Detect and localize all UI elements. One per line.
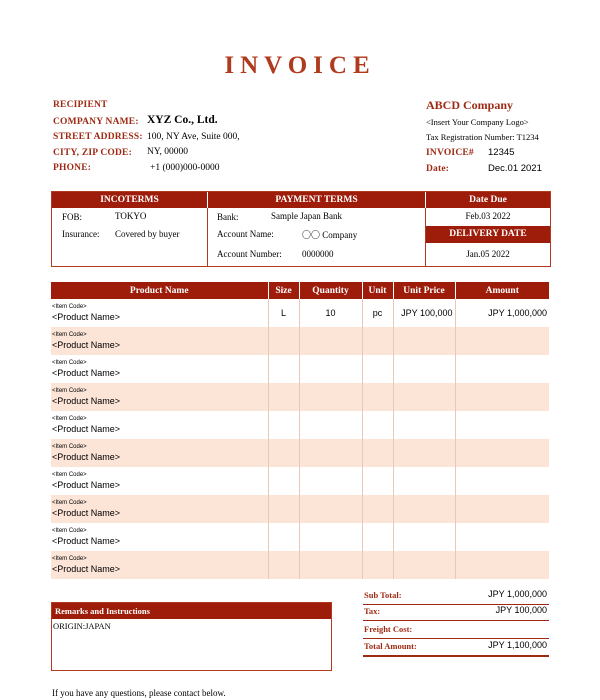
bank-label: Bank: [217,212,239,222]
tax-label: Tax: [364,606,381,616]
quantity-cell [299,551,362,579]
unit-price-cell [393,467,455,495]
header-size: Size [268,282,299,299]
remarks-header: Remarks and Instructions [52,603,331,619]
size-cell [268,355,299,383]
fob-label: FOB: [62,212,83,222]
quantity-cell [299,355,362,383]
quantity-cell [299,327,362,355]
freight-row [363,622,549,639]
product-name: <Product Name> [52,452,121,462]
product-name: <Product Name> [52,480,121,490]
quantity-cell [299,495,362,523]
total-value: JPY 1,100,000 [488,640,547,650]
unit-cell [362,383,393,411]
company-logo-placeholder: <Insert Your Company Logo> [426,117,529,127]
item-code: <Item Code> [52,556,87,562]
item-code: <Item Code> [52,500,87,506]
freight-label: Freight Cost: [364,624,413,634]
date-due-header: Date Due [426,192,550,208]
amount-cell [455,495,549,523]
item-code: <Item Code> [52,332,87,338]
unit-cell [362,327,393,355]
table-header-row [51,282,549,299]
unit-cell [362,355,393,383]
item-code: <Item Code> [52,360,87,366]
account-name-value: 〇〇 Company [302,230,358,240]
company-name-value: XYZ Co., Ltd. [147,114,218,126]
product-name: <Product Name> [52,536,121,546]
product-cell [51,299,268,327]
table-row [51,299,549,327]
subtotal-row [363,588,549,605]
product-cell [51,467,268,495]
insurance-value: Covered by buyer [115,229,180,239]
tax-row [363,604,549,621]
product-cell [51,327,268,355]
header-unit: Unit [362,282,393,299]
account-name-label: Account Name: [217,229,274,239]
size-cell [268,327,299,355]
terms-divider [207,208,208,266]
insurance-label: Insurance: [62,229,100,239]
product-name: <Product Name> [52,508,121,518]
street-address-label: STREET ADDRESS: [53,132,143,142]
item-code: <Item Code> [52,388,87,394]
unit-cell [362,551,393,579]
table-row [51,523,549,551]
total-row [363,639,549,657]
quantity-cell: 10 [299,299,362,327]
table-row [51,411,549,439]
unit-price-cell [393,551,455,579]
product-name: <Product Name> [52,564,121,574]
item-code: <Item Code> [52,444,87,450]
table-row [51,551,549,579]
amount-cell [455,551,549,579]
header-unit-price: Unit Price [393,282,455,299]
bank-value: Sample Japan Bank [271,211,342,221]
unit-cell [362,467,393,495]
unit-cell: pc [362,299,393,327]
tax-registration: Tax Registration Number: T1234 [426,132,539,142]
product-cell [51,383,268,411]
amount-cell [455,523,549,551]
product-cell [51,411,268,439]
size-cell [268,467,299,495]
table-row [51,495,549,523]
items-table [51,282,549,579]
size-cell [268,383,299,411]
table-row [51,439,549,467]
product-name: <Product Name> [52,312,121,322]
size-cell: L [268,299,299,327]
tax-value: JPY 100,000 [495,605,547,615]
unit-price-cell [393,495,455,523]
amount-cell [455,355,549,383]
amount-cell [455,411,549,439]
size-cell [268,439,299,467]
unit-price-cell: JPY 100,000 [393,299,455,327]
item-code: <Item Code> [52,528,87,534]
amount-cell [455,327,549,355]
size-cell [268,411,299,439]
size-cell [268,523,299,551]
payment-terms-header: PAYMENT TERMS [208,192,426,208]
product-cell [51,551,268,579]
unit-cell [362,495,393,523]
recipient-heading: RECIPIENT [53,100,108,110]
invoice-number-label: INVOICE# [426,148,474,158]
quantity-cell [299,411,362,439]
subtotal-label: Sub Total: [364,590,402,600]
item-code: <Item Code> [52,472,87,478]
table-row [51,355,549,383]
quantity-cell [299,467,362,495]
delivery-date-header: DELIVERY DATE [426,226,550,243]
unit-cell [362,411,393,439]
unit-price-cell [393,383,455,411]
product-name: <Product Name> [52,424,121,434]
quantity-cell [299,383,362,411]
product-cell [51,355,268,383]
product-name: <Product Name> [52,340,121,350]
unit-price-cell [393,355,455,383]
product-cell [51,439,268,467]
product-name: <Product Name> [52,368,121,378]
item-code: <Item Code> [52,416,87,422]
table-row [51,467,549,495]
date-due-value: Feb.03 2022 [465,211,511,221]
unit-price-cell [393,439,455,467]
product-cell [51,523,268,551]
product-name: <Product Name> [52,396,121,406]
city-zip-value: NY, 00000 [147,147,188,157]
size-cell [268,551,299,579]
header-amount: Amount [455,282,549,299]
quantity-cell [299,439,362,467]
amount-cell [455,467,549,495]
footer-note: If you have any questions, please contact below. [52,688,226,698]
terms-block [51,191,551,267]
sender-company: ABCD Company [426,98,514,112]
total-label: Total Amount: [364,641,417,651]
item-code: <Item Code> [52,304,87,310]
phone-value: +1 (000)000-0000 [150,163,220,173]
quantity-cell [299,523,362,551]
table-row [51,327,549,355]
account-number-label: Account Number: [217,249,282,259]
unit-cell [362,523,393,551]
account-number-value: 0000000 [302,249,334,259]
unit-price-cell [393,327,455,355]
product-cell [51,495,268,523]
delivery-date-value: Jan.05 2022 [466,249,510,259]
unit-price-cell [393,411,455,439]
amount-cell [455,439,549,467]
remarks-box [51,602,332,671]
header-product-name: Product Name [51,282,268,299]
invoice-number-value: 12345 [488,147,515,158]
company-name-label: COMPANY NAME: [53,117,139,127]
fob-value: TOKYO [115,211,147,221]
date-label: Date: [426,164,450,174]
street-address-value: 100, NY Ave, Suite 000, [147,132,240,142]
date-value: Dec.01 2021 [488,163,542,174]
incoterms-header: INCOTERMS [52,192,208,208]
phone-label: PHONE: [53,163,92,173]
header-quantity: Quantity [299,282,362,299]
unit-cell [362,439,393,467]
remarks-text: ORIGIN:JAPAN [53,621,111,631]
subtotal-value: JPY 1,000,000 [488,589,547,599]
city-zip-label: CITY, ZIP CODE: [53,148,132,158]
table-row [51,383,549,411]
unit-price-cell [393,523,455,551]
invoice-title: INVOICE [224,52,376,79]
amount-cell [455,383,549,411]
size-cell [268,495,299,523]
amount-cell: JPY 1,000,000 [455,299,549,327]
